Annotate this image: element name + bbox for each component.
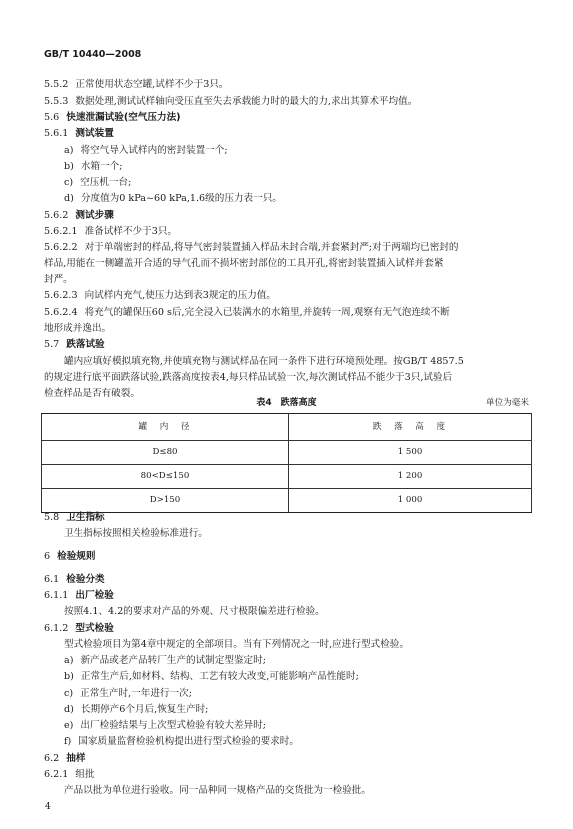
clause-text: 正常生产时,一年进行一次;	[80, 688, 192, 699]
text-line	[64, 705, 208, 715]
text-line	[44, 754, 85, 764]
clause-text: 数据处理,测试试样轴向受压直至失去承载能力时的最大的力,求出其算术平均值。	[75, 96, 418, 107]
clause-number: f)	[64, 736, 72, 747]
clause-number: 5.6.2.3	[44, 290, 78, 301]
table-unit: 单位为毫米	[486, 398, 529, 408]
text-line	[44, 275, 73, 285]
clause-number: 6.2.1	[44, 769, 69, 780]
text-line	[44, 389, 140, 399]
text-line	[64, 737, 299, 747]
text-line	[44, 113, 181, 123]
table-header-row	[42, 414, 532, 441]
text-line	[44, 770, 95, 780]
clause-text: 分度值为0 kPa~60 kPa,1.6级的压力表一只。	[80, 193, 282, 204]
clause-text: 空压机一台;	[80, 177, 132, 188]
clause-text: 样品,用能在一侧罐盖开合适的导气孔而不损坏密封部位的工具开孔,将密封装置插入试样并套紧	[44, 258, 444, 269]
cell-height: 1 200	[289, 465, 532, 489]
text-line	[64, 146, 228, 156]
text-line	[64, 721, 266, 731]
text-line	[44, 308, 450, 318]
clause-text: 罐内应填好模拟填充物,并使填充物与测试样品在同一条件下进行环境预处理。按GB/T 4857.5	[64, 356, 464, 367]
clause-text: 向试样内充气,使压力达到表3规定的压力值。	[84, 290, 277, 301]
clause-heading: 跌落试验	[66, 339, 105, 350]
table-row	[42, 489, 532, 513]
text-line	[44, 291, 276, 301]
text-line	[44, 552, 95, 562]
text-line	[44, 340, 105, 350]
text-line	[64, 529, 208, 539]
text-line	[64, 640, 409, 650]
clause-number: 5.6	[44, 112, 60, 123]
clause-heading: 快速泄漏试验(空气压力法)	[66, 112, 181, 123]
text-line	[44, 259, 443, 269]
clause-text: 的规定进行底平面跌落试验,跌落高度按表4,每只样品试验一次,每次测试样品不能少于3只,试验后	[44, 372, 453, 383]
text-line	[64, 786, 371, 796]
clause-text: 正常使用状态空罐,试样不少于3只。	[75, 79, 229, 90]
text-line	[44, 80, 228, 90]
clause-text: 新产品或老产品转厂生产的试制定型鉴定时;	[80, 655, 266, 666]
cell-diameter: 80<D≤150	[42, 465, 289, 489]
clause-number: d)	[64, 704, 74, 715]
text-line	[64, 194, 282, 204]
clause-text: 产品以批为单位进行验收。同一品种同一规格产品的交货批为一检验批。	[64, 785, 371, 796]
clause-text: 长期停产6个月后,恢复生产时;	[80, 704, 209, 715]
standard-number: GB/T 10440—2008	[44, 49, 142, 60]
clause-number: 6.1.2	[44, 623, 69, 634]
clause-text: 准备试样不少于3只。	[84, 226, 178, 237]
clause-heading: 卫生指标	[66, 512, 105, 523]
table-title: 表4 跌落高度	[256, 398, 317, 408]
text-line	[44, 211, 114, 221]
clause-number: 5.6.2	[44, 210, 69, 221]
clause-number: b)	[64, 671, 74, 682]
clause-number: c)	[64, 688, 74, 699]
cell-diameter: D≤80	[42, 441, 289, 465]
cell-diameter: D>150	[42, 489, 289, 513]
clause-text: 型式检验项目为第4章中规定的全部项目。当有下列情况之一时,应进行型式检验。	[64, 639, 409, 650]
clause-number: 5.6.2.1	[44, 226, 78, 237]
clause-number: 5.5.3	[44, 96, 69, 107]
text-line	[44, 227, 177, 237]
text-line	[44, 129, 114, 139]
text-line	[44, 373, 452, 383]
clause-heading: 型式检验	[75, 623, 114, 634]
cell-height: 1 500	[289, 441, 532, 465]
clause-number: 6.1.1	[44, 590, 69, 601]
clause-text: 按照4.1、4.2的要求对产品的外观、尺寸极限偏差进行检验。	[64, 606, 325, 617]
text-line	[64, 607, 325, 617]
clause-heading: 测试步骤	[75, 210, 114, 221]
clause-number: a)	[64, 145, 74, 156]
clause-number: 5.6.2.4	[44, 307, 78, 318]
clause-number: e)	[64, 720, 74, 731]
clause-number: 6	[44, 551, 51, 562]
clause-number: a)	[64, 655, 74, 666]
text-line	[64, 689, 192, 699]
table-row	[42, 441, 532, 465]
clause-number: 6.1	[44, 574, 60, 585]
clause-text: 将充气的罐保压60 s后,完全浸入已装满水的水箱里,并旋转一周,观察有无气泡连续不断	[84, 307, 450, 318]
text-line	[64, 178, 131, 188]
clause-text: 正常生产后,如材料、结构、工艺有较大改变,可能影响产品性能时;	[80, 671, 359, 682]
text-line	[64, 656, 266, 666]
clause-text: 检查样品是否有破裂。	[44, 388, 140, 399]
clause-heading: 测试装置	[75, 128, 114, 139]
clause-text: 出厂检验结果与上次型式检验有较大差异时;	[80, 720, 266, 731]
clause-number: 5.6.1	[44, 128, 69, 139]
clause-heading: 检验规则	[57, 551, 96, 562]
clause-text: 国家质量监督检验机构提出进行型式检验的要求时。	[78, 736, 299, 747]
clause-number: 5.7	[44, 339, 60, 350]
clause-text: 地形成并逸出。	[44, 323, 112, 334]
header-can-diameter: 罐 内 径	[42, 414, 289, 441]
drop-height-table	[41, 413, 532, 513]
text-line	[44, 513, 105, 523]
page-number: 4	[45, 802, 51, 812]
clause-number: d)	[64, 193, 74, 204]
clause-number: c)	[64, 177, 74, 188]
clause-text: 水箱一个;	[80, 161, 123, 172]
text-line	[44, 324, 111, 334]
clause-heading: 检验分类	[66, 574, 105, 585]
text-line	[44, 575, 105, 585]
clause-text: 组批	[75, 769, 95, 780]
clause-text: 封严。	[44, 274, 73, 285]
text-line	[64, 672, 359, 682]
text-line	[44, 97, 417, 107]
clause-text: 卫生指标按照相关检验标准进行。	[64, 528, 208, 539]
clause-number: 6.2	[44, 753, 60, 764]
clause-text: 将空气导入试样内的密封装置一个;	[80, 145, 228, 156]
clause-heading: 出厂检验	[75, 590, 114, 601]
text-line	[44, 243, 458, 253]
text-line	[64, 162, 123, 172]
clause-text: 对于单端密封的样品,将导气密封装置插入样品未封合端,并套紧封严;对于两端均已密封的	[84, 242, 459, 253]
table-row	[42, 465, 532, 489]
text-line	[44, 624, 114, 634]
clause-number: 5.6.2.2	[44, 242, 78, 253]
cell-height: 1 000	[289, 489, 532, 513]
clause-number: 5.5.2	[44, 79, 69, 90]
text-line	[44, 591, 114, 601]
header-drop-height: 跌 落 高 度	[289, 414, 532, 441]
text-line	[64, 357, 464, 367]
clause-number: 5.8	[44, 512, 60, 523]
clause-heading: 抽样	[66, 753, 86, 764]
clause-number: b)	[64, 161, 74, 172]
